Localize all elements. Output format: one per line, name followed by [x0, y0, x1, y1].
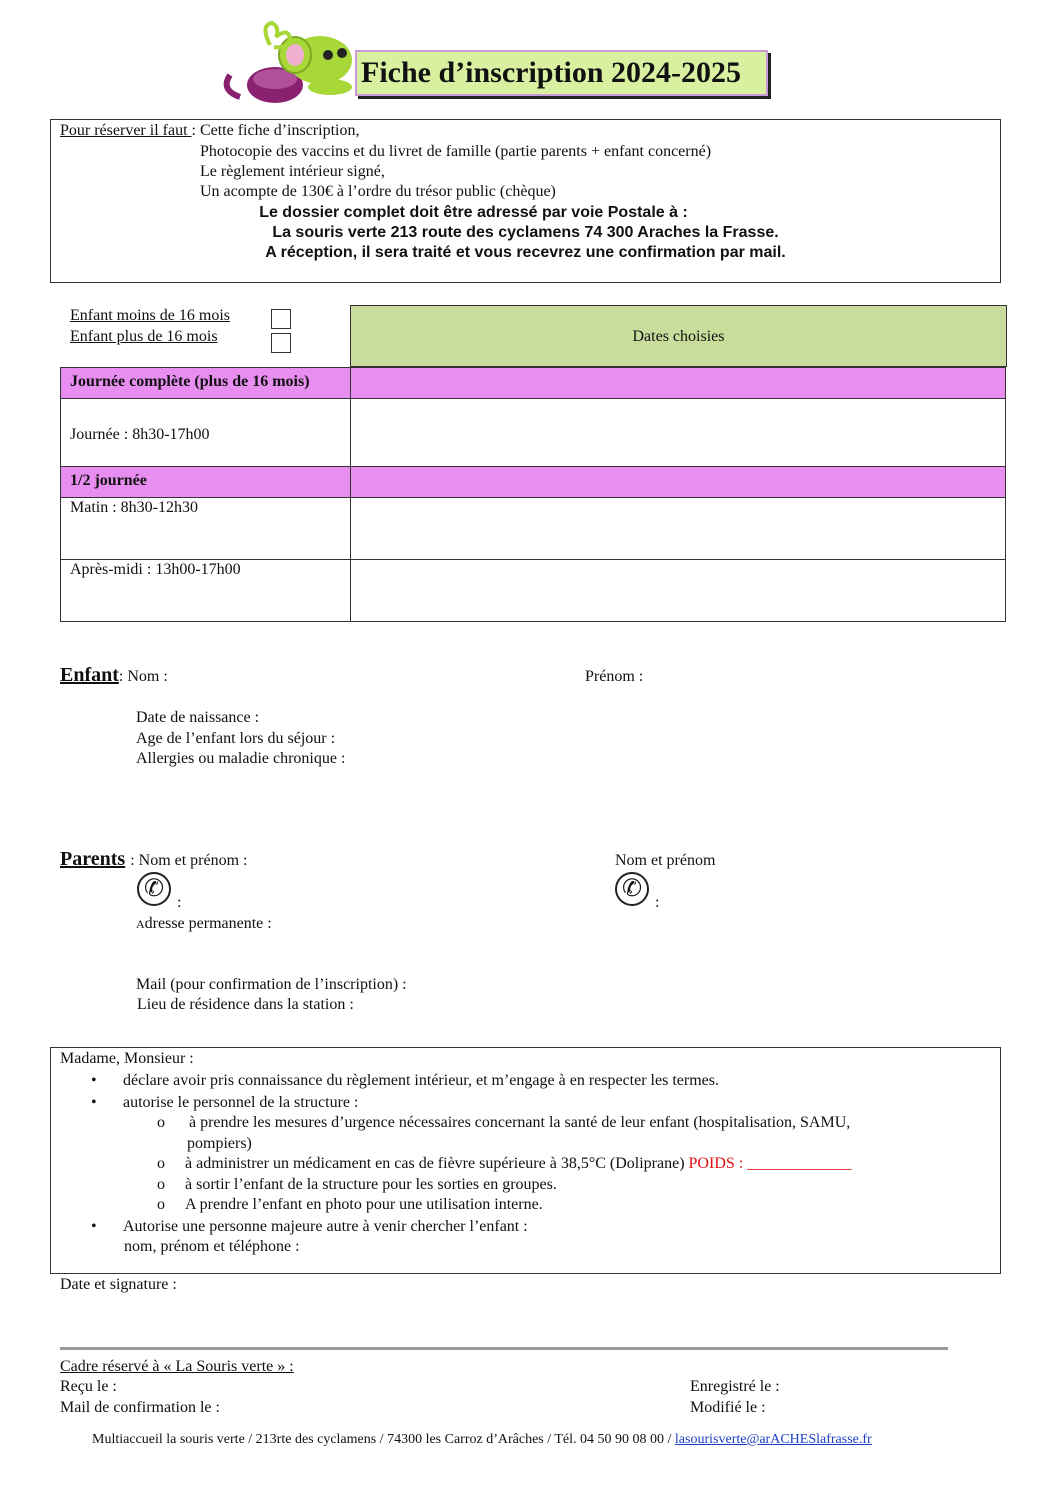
address-label [136, 915, 272, 933]
consent-pickup-details: nom, prénom et téléphone : [124, 1238, 300, 1255]
afternoon-hours: Après-midi : 13h00-17h00 [70, 561, 241, 578]
consent-declare: déclare avoir pris connaissance du règlement intérieur, et m’engage à en respecter les termes. [123, 1072, 719, 1089]
full-day-header-row [60, 367, 1006, 398]
half-day-header-row [60, 466, 1006, 497]
consent-authorise: autorise le personnel de la structure : [123, 1094, 359, 1111]
consent-salutation: Madame, Monsieur : [60, 1050, 194, 1067]
requirements-intro [60, 122, 359, 140]
office-modified: Modifié le : [690, 1399, 766, 1416]
dossier-instruction: Le dossier complet doit être adressé par voie Postale à : [259, 204, 688, 221]
page-title: Fiche d’inscription 2024-2025 [361, 56, 741, 89]
sub-bullet: o [157, 1196, 165, 1213]
bullet: • [91, 1218, 97, 1235]
age-over-16-checkbox[interactable] [271, 333, 291, 353]
consent-outings: à sortir l’enfant de la structure pour les sorties en groupes. [185, 1176, 557, 1193]
consent-photo: A prendre l’enfant en photo pour une utilisation interne. [185, 1196, 543, 1213]
full-day-dates-field[interactable] [351, 399, 1005, 466]
parent2-name-label: Nom et prénom [615, 852, 716, 869]
phone-icon: ✆ [615, 872, 649, 906]
age-under-16-label: Enfant moins de 16 mois [70, 307, 230, 324]
office-received: Reçu le : [60, 1378, 117, 1395]
consent-pickup: Autorise une personne majeure autre à venir chercher l’enfant : [123, 1218, 528, 1235]
bullet: • [91, 1094, 97, 1111]
dates-header-cell [350, 305, 1007, 367]
consent-box [50, 1047, 1001, 1274]
residence-label: Lieu de résidence dans la station : [137, 996, 354, 1013]
bullet: • [91, 1072, 97, 1089]
address-rest: dresse permanente : [144, 915, 272, 932]
sub-bullet: o [157, 1176, 165, 1193]
table-border [60, 367, 61, 622]
consent-emergency-cont: pompiers) [187, 1135, 252, 1152]
child-allergies-label: Allergies ou maladie chronique : [136, 750, 346, 767]
dates-header-label: Dates choisies [632, 328, 725, 345]
child-name-label: : Nom : [118, 668, 168, 685]
full-day-header: Journée complète (plus de 16 mois) [70, 373, 310, 390]
table-border [1005, 367, 1006, 622]
child-birthdate-label: Date de naissance : [136, 709, 260, 726]
signature-label: Date et signature : [60, 1276, 177, 1293]
office-registered: Enregistré le : [690, 1378, 780, 1395]
requirement-item: Le règlement intérieur signé, [200, 163, 385, 180]
morning-dates-field[interactable] [351, 498, 1005, 559]
address-initial: A [136, 917, 145, 931]
half-day-header: 1/2 journée [70, 472, 147, 489]
divider [60, 1347, 948, 1350]
mail-label: Mail (pour confirmation de l’inscription) : [136, 976, 407, 993]
office-mail-confirm: Mail de confirmation le : [60, 1399, 220, 1416]
requirements-intro-text: : Cette fiche d’inscription, [191, 122, 360, 139]
table-border [60, 367, 1006, 368]
title-banner [355, 50, 768, 96]
requirement-item: Photocopie des vaccins et du livret de famille (partie parents + enfant concerné) [200, 143, 712, 160]
footer [92, 1432, 872, 1448]
weight-field[interactable]: POIDS : _____________ [688, 1155, 852, 1172]
footer-email-link[interactable]: lasourisverte@arACHESlafrasse.fr [674, 1432, 872, 1447]
table-border [60, 621, 1006, 622]
child-firstname-label: Prénom : [585, 668, 644, 685]
consent-emergency: à prendre les mesures d’urgence nécessaires concernant la santé de leur enfant (hospitalisation, SAMU, [189, 1114, 851, 1131]
full-day-hours: Journée : 8h30-17h00 [70, 426, 210, 443]
postal-address: La souris verte 213 route des cyclamens 74 300 Araches la Frasse. [272, 224, 779, 241]
child-heading: Enfant [60, 664, 119, 686]
footer-text: Multiaccueil la souris verte / 213rte des cyclamens / 74300 les Carroz d’Arâches / Tél. 04 50 90 08 00 / [92, 1432, 675, 1447]
parents-heading-line [60, 848, 248, 871]
requirements-box [50, 119, 1001, 283]
office-title: Cadre réservé à « La Souris verte » : [60, 1358, 294, 1375]
parent1-name-label: : Nom et prénom : [130, 852, 248, 869]
requirements-intro-label: Pour réserver il faut [60, 122, 192, 139]
table-border [60, 466, 1006, 467]
sub-bullet: o [157, 1155, 165, 1172]
parent1-phone-label: : [177, 894, 182, 911]
parents-heading: Parents [60, 848, 126, 870]
sub-bullet: o [157, 1114, 165, 1131]
morning-hours: Matin : 8h30-12h30 [70, 499, 198, 516]
afternoon-dates-field[interactable] [351, 560, 1005, 621]
confirmation-note: A réception, il sera traité et vous recevrez une confirmation par mail. [265, 244, 786, 261]
child-heading-line [60, 664, 168, 687]
age-over-16-label: Enfant plus de 16 mois [70, 328, 218, 345]
age-under-16-checkbox[interactable] [271, 309, 291, 329]
requirement-item: Un acompte de 130€ à l’ordre du trésor public (chèque) [200, 183, 556, 200]
consent-medication-text: à administrer un médicament en cas de fièvre supérieure à 38,5°C (Doliprane) [185, 1155, 685, 1172]
child-age-label: Age de l’enfant lors du séjour : [136, 730, 336, 747]
parent2-phone-label: : [655, 894, 660, 911]
consent-medication [185, 1155, 851, 1173]
phone-icon: ✆ [137, 872, 171, 906]
